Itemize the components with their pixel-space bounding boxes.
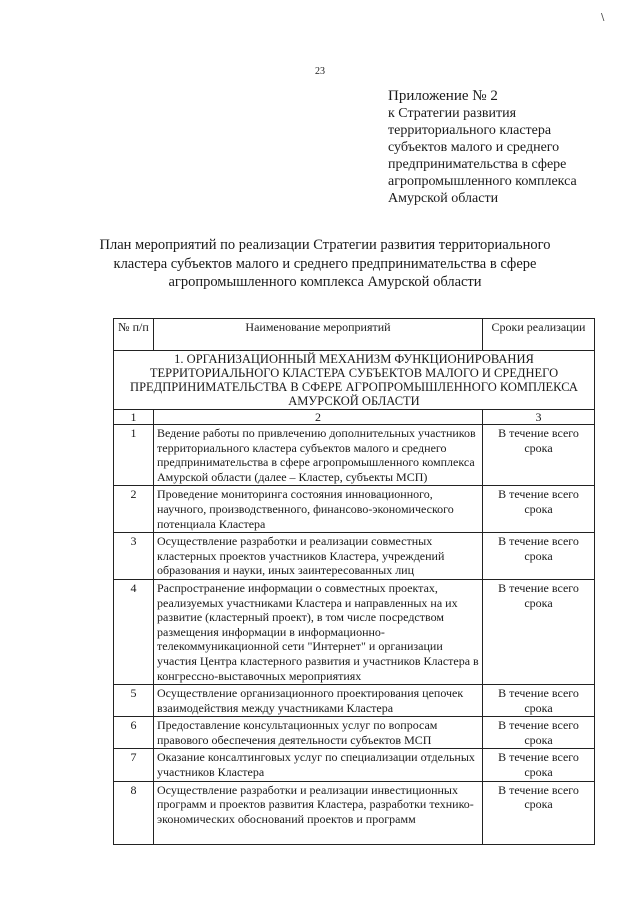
table-row [114, 685, 595, 717]
row-term: В течение всего срока [483, 685, 595, 717]
header-name: Наименование мероприятий [154, 319, 483, 351]
row-term: В течение всего срока [483, 717, 595, 749]
table-row [114, 486, 595, 533]
annex-line: территориального кластера [388, 123, 552, 138]
annex-block [388, 88, 628, 207]
row-term: В течение всего срока [483, 533, 595, 580]
row-name: Проведение мониторинга состояния инновационного, научного, производственного, финансово-экономического потенциала Кластера [154, 486, 483, 533]
row-term: В течение всего срока [483, 781, 595, 844]
section-row [114, 351, 595, 410]
annex-line: предпринимательства в сфере [388, 157, 567, 172]
table-row [114, 717, 595, 749]
row-num: 7 [114, 749, 154, 781]
row-name: Ведение работы по привлечению дополнительных участников территориального кластера субъектов малого и среднего предпринимательства в сфере агропромышленного комплекса Амурской области (далее – Кластер, субъекты МСП) [154, 425, 483, 486]
row-term: В течение всего срока [483, 749, 595, 781]
table-row [114, 781, 595, 844]
table-row [114, 425, 595, 486]
column-index-row [114, 410, 595, 425]
row-name: Осуществление разработки и реализации инвестиционных программ и проектов развития Кластера, разработки технико-экономических обоснований проектов и программ [154, 781, 483, 844]
plan-title: План мероприятий по реализации Стратегии развития территориального кластера субъектов малого и среднего предпринимательства в сфере агропромышленного комплекса Амурской области [99, 237, 551, 290]
table-header-row [114, 319, 595, 351]
row-num: 2 [114, 486, 154, 533]
row-num: 1 [114, 425, 154, 486]
row-name: Предоставление консультационных услуг по вопросам правового обеспечения деятельности субъектов МСП [154, 717, 483, 749]
column-index: 1 [114, 410, 154, 425]
table-row [114, 533, 595, 580]
row-num: 3 [114, 533, 154, 580]
row-term: В течение всего срока [483, 579, 595, 684]
annex-title: Приложение № 2 [388, 88, 498, 104]
row-term: В течение всего срока [483, 486, 595, 533]
row-num: 5 [114, 685, 154, 717]
annex-line: субъектов малого и среднего [388, 140, 560, 155]
row-num: 8 [114, 781, 154, 844]
header-term: Сроки реализации [483, 319, 595, 351]
row-term: В течение всего срока [483, 425, 595, 486]
annex-line: агропромышленного комплекса [388, 174, 577, 189]
corner-mark: \ [601, 12, 605, 23]
section-title: 1. ОРГАНИЗАЦИОННЫЙ МЕХАНИЗМ ФУНКЦИОНИРОВАНИЯ ТЕРРИТОРИАЛЬНОГО КЛАСТЕРА СУБЪЕКТОВ МАЛОГО И СРЕДНЕГО ПРЕДПРИНИМАТЕЛЬСТВА В СФЕРЕ АГРОПРОМЫШЛЕННОГО КОМПЛЕКСА АМУРСКОЙ ОБЛАСТИ [114, 351, 595, 410]
row-num: 6 [114, 717, 154, 749]
row-name: Осуществление организационного проектирования цепочек взаимодействия между участниками Кластера [154, 685, 483, 717]
annex-line: Амурской области [388, 191, 499, 206]
row-name: Осуществление разработки и реализации совместных кластерных проектов участников Кластера, учреждений образования и науки, иных заинтересованных лиц [154, 533, 483, 580]
page-number: 23 [315, 66, 325, 77]
table-row [114, 579, 595, 684]
row-name: Оказание консалтинговых услуг по специализации отдельных участников Кластера [154, 749, 483, 781]
activities-table [113, 318, 595, 845]
column-index: 2 [154, 410, 483, 425]
table-row [114, 749, 595, 781]
row-num: 4 [114, 579, 154, 684]
column-index: 3 [483, 410, 595, 425]
row-name: Распространение информации о совместных проектах, реализуемых участниками Кластера и направленных на их развитие (кластерный проект), в том числе посредством размещения информации в информационно-телекоммуникационной сети "Интернет" и организации участия Центра кластерного развития и участников Кластера в конгрессно-выставочных мероприятиях [154, 579, 483, 684]
annex-line: к Стратегии развития [388, 106, 517, 121]
header-num: № п/п [114, 319, 154, 351]
